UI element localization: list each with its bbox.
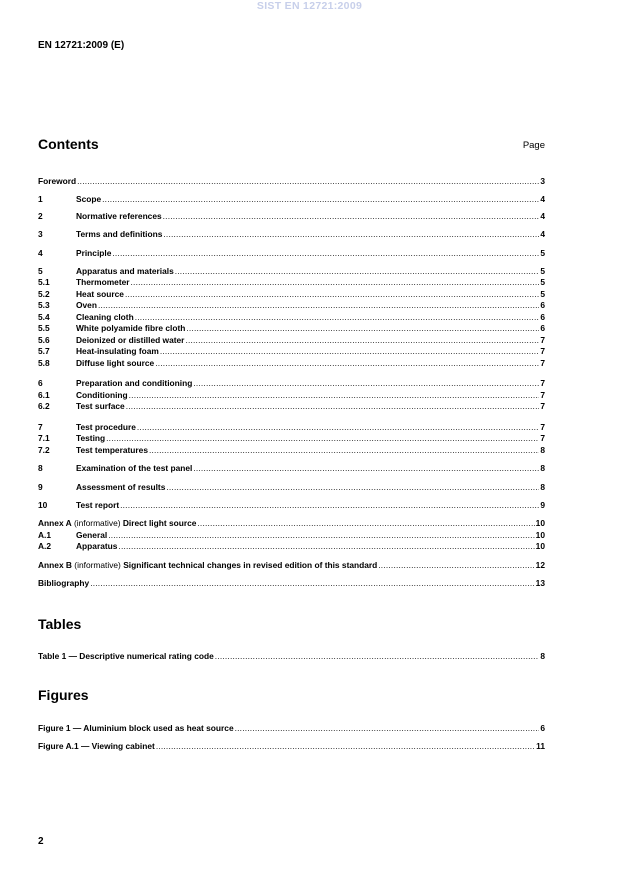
figures-heading: Figures — [38, 687, 89, 703]
toc-entry-page: 7 — [540, 378, 545, 388]
toc-entry[interactable] — [38, 300, 545, 311]
toc-entry-number: 1 — [38, 194, 43, 204]
toc-entry-number: 5 — [38, 266, 43, 276]
toc-entry-page: 13 — [535, 578, 545, 588]
toc-entry-page: 8 — [540, 482, 545, 492]
toc-entry-number: 5.3 — [38, 300, 50, 310]
toc-entry-number: 3 — [38, 229, 43, 239]
toc-entry-page: 7 — [540, 346, 545, 356]
dot-leader — [155, 358, 539, 369]
toc-entry-number: 5.8 — [38, 358, 50, 368]
toc-entry-page: 6 — [540, 723, 545, 733]
annex-note: (informative) — [71, 518, 123, 528]
toc-entry-number: 8 — [38, 463, 43, 473]
dot-leader — [235, 723, 540, 734]
toc-entry-page: 8 — [540, 445, 545, 455]
toc-entry-page: 5 — [540, 289, 545, 299]
toc-entry-number: 10 — [38, 500, 48, 510]
dot-leader — [106, 433, 539, 444]
toc-entry-number: 7 — [38, 422, 43, 432]
dot-leader — [125, 289, 539, 300]
toc-entry-page: 7 — [540, 335, 545, 345]
dot-leader — [378, 560, 534, 571]
toc-entry-title: Apparatus and materials — [76, 266, 174, 276]
toc-entry-page: 12 — [535, 560, 545, 570]
toc-entry-number: A.2 — [38, 541, 52, 551]
toc-entry-title: Principle — [76, 248, 112, 258]
dot-leader — [215, 651, 540, 662]
toc-entry[interactable] — [38, 741, 545, 752]
toc-entry-title: Heat source — [76, 289, 124, 299]
toc-entry-page: 8 — [540, 463, 545, 473]
toc-entry-title: Normative references — [76, 211, 162, 221]
toc-entry-number: 6.2 — [38, 401, 50, 411]
toc-entry-page: 3 — [540, 176, 545, 186]
toc-entry-number: 5.5 — [38, 323, 50, 333]
toc-entry[interactable] — [38, 390, 545, 401]
watermark: SIST EN 12721:2009 — [256, 0, 363, 12]
toc-entry[interactable] — [38, 335, 545, 346]
toc-entry[interactable] — [38, 194, 545, 205]
toc-entry-title: Test procedure — [76, 422, 136, 432]
toc-entry-title: Heat-insulating foam — [76, 346, 159, 356]
toc-entry-page: 6 — [540, 300, 545, 310]
toc-entry-page: 5 — [540, 248, 545, 258]
toc-entry-title: Deionized or distilled water — [76, 335, 185, 345]
toc-entry-title — [38, 518, 196, 529]
toc-entry-title: Oven — [76, 300, 97, 310]
toc-entry[interactable] — [38, 578, 545, 589]
page-column-label: Page — [522, 140, 545, 151]
toc-entry-title: Conditioning — [76, 390, 128, 400]
toc-entry[interactable] — [38, 266, 545, 277]
toc-entry[interactable] — [38, 445, 545, 456]
toc-entry[interactable] — [38, 211, 545, 222]
dot-leader — [112, 248, 539, 259]
toc-entry-number: 6 — [38, 378, 43, 388]
toc-entry-page: 9 — [540, 500, 545, 510]
toc-entry-page: 11 — [536, 741, 545, 751]
toc-entry[interactable] — [38, 312, 545, 323]
toc-entry-page: 5 — [540, 266, 545, 276]
toc-entry-title: Preparation and conditioning — [76, 378, 193, 388]
dot-leader — [131, 277, 540, 288]
toc-entry-title: Cleaning cloth — [76, 312, 134, 322]
toc-entry-title: Examination of the test panel — [76, 463, 193, 473]
dot-leader — [175, 266, 540, 277]
toc-entry[interactable] — [38, 378, 545, 389]
toc-entry-page: 4 — [540, 194, 545, 204]
toc-entry-title: White polyamide fibre cloth — [76, 323, 186, 333]
dot-leader — [193, 463, 539, 474]
toc-entry-title: Scope — [76, 194, 102, 204]
dot-leader — [156, 741, 535, 752]
toc-entry-page: 5 — [540, 277, 545, 287]
toc-entry-title: Diffuse light source — [76, 358, 155, 368]
toc-entry[interactable] — [38, 541, 545, 552]
document-id: EN 12721:2009 (E) — [38, 40, 125, 51]
toc-entry[interactable] — [38, 422, 545, 433]
toc-entry-number: 7.1 — [38, 433, 50, 443]
dot-leader — [118, 541, 534, 552]
contents-heading: Contents — [38, 136, 99, 152]
toc-entry-number: 5.6 — [38, 335, 50, 345]
toc-entry-number: 7.2 — [38, 445, 50, 455]
toc-entry-title: Terms and definitions — [76, 229, 163, 239]
toc-entry-title: Bibliography — [38, 578, 90, 588]
toc-entry-number: 5.2 — [38, 289, 50, 299]
toc-entry-title: Table 1 — Descriptive numerical rating code — [38, 651, 214, 661]
dot-leader — [149, 445, 539, 456]
toc-entry-number: 5.4 — [38, 312, 50, 322]
toc-entry-page: 10 — [535, 530, 545, 540]
page-number: 2 — [38, 836, 44, 847]
toc-entry[interactable] — [38, 176, 545, 187]
dot-leader — [90, 578, 534, 589]
dot-leader — [166, 482, 539, 493]
toc-entry[interactable] — [38, 277, 545, 288]
toc-entry-number: 9 — [38, 482, 43, 492]
dot-leader — [135, 312, 540, 323]
dot-leader — [197, 518, 534, 529]
toc-entry-title: Testing — [76, 433, 106, 443]
toc-entry-title: Apparatus — [76, 541, 118, 551]
toc-entry-title: Foreword — [38, 176, 77, 186]
toc-entry[interactable] — [38, 248, 545, 259]
toc-entry-page: 6 — [540, 312, 545, 322]
dot-leader — [102, 194, 539, 205]
toc-entry-title: Figure A.1 — Viewing cabinet — [38, 741, 155, 751]
dot-leader — [137, 422, 539, 433]
toc-entry[interactable] — [38, 358, 545, 369]
toc-entry[interactable] — [38, 651, 545, 662]
toc-entry-page: 8 — [540, 651, 545, 661]
toc-entry[interactable] — [38, 560, 545, 571]
toc-entry-page: 10 — [535, 518, 545, 528]
annex-title: Direct light source — [122, 518, 197, 528]
dot-leader — [163, 211, 540, 222]
toc-entry-number: 4 — [38, 248, 43, 258]
annex-label: Annex B — [38, 560, 72, 570]
toc-entry-page: 10 — [535, 541, 545, 551]
toc-entry[interactable] — [38, 346, 545, 357]
annex-title: Significant technical changes in revised edition of this standard — [123, 560, 378, 570]
toc-entry-title: Test report — [76, 500, 120, 510]
dot-leader — [185, 335, 539, 346]
toc-entry[interactable] — [38, 323, 545, 334]
toc-entry-page: 7 — [540, 433, 545, 443]
annex-note: (informative) — [71, 560, 124, 570]
toc-entry-number: A.1 — [38, 530, 52, 540]
dot-leader — [163, 229, 539, 240]
toc-entry-title: Test temperatures — [76, 445, 148, 455]
toc-entry[interactable] — [38, 229, 545, 240]
toc-entry-title: General — [76, 530, 108, 540]
toc-entry-page: 7 — [540, 401, 545, 411]
toc-entry-title: Figure 1 — Aluminium block used as heat source — [38, 723, 234, 733]
toc-entry[interactable] — [38, 530, 545, 541]
toc-entry-title: Thermometer — [76, 277, 130, 287]
dot-leader — [129, 390, 540, 401]
toc-entry[interactable] — [38, 518, 545, 529]
toc-entry[interactable] — [38, 482, 545, 493]
toc-entry-title: Test surface — [76, 401, 125, 411]
dot-leader — [98, 300, 539, 311]
tables-heading: Tables — [38, 616, 82, 632]
toc-entry-number: 6.1 — [38, 390, 50, 400]
toc-entry-title — [38, 560, 377, 571]
toc-entry[interactable] — [38, 500, 545, 511]
dot-leader — [108, 530, 534, 541]
toc-entry-page: 7 — [540, 358, 545, 368]
dot-leader — [77, 176, 539, 187]
toc-entry-title: Assessment of results — [76, 482, 166, 492]
dot-leader — [160, 346, 540, 357]
dot-leader — [193, 378, 539, 389]
toc-entry-page: 7 — [540, 390, 545, 400]
dot-leader — [126, 401, 540, 412]
dot-leader — [186, 323, 539, 334]
toc-entry-number: 5.7 — [38, 346, 50, 356]
toc-entry-page: 7 — [540, 422, 545, 432]
annex-label: Annex A — [38, 518, 72, 528]
toc-entry-number: 5.1 — [38, 277, 50, 287]
toc-entry[interactable] — [38, 401, 545, 412]
toc-entry[interactable] — [38, 723, 545, 734]
toc-entry-page: 4 — [540, 229, 545, 239]
toc-entry[interactable] — [38, 289, 545, 300]
toc-entry-number: 2 — [38, 211, 43, 221]
toc-entry-page: 4 — [540, 211, 545, 221]
toc-entry-page: 6 — [540, 323, 545, 333]
toc-entry[interactable] — [38, 433, 545, 444]
dot-leader — [120, 500, 539, 511]
toc-entry[interactable] — [38, 463, 545, 474]
